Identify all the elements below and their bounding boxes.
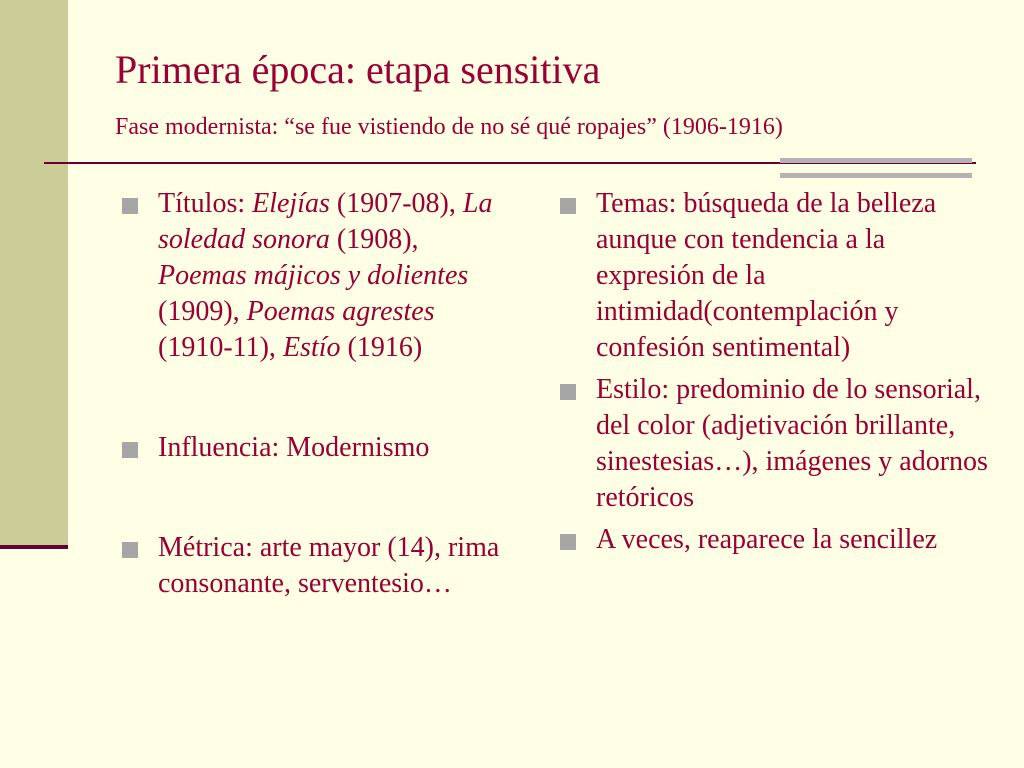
left-column [122,186,512,602]
slide-subtitle: Fase modernista: “se fue vistiendo de no sé qué ropajes” (1906-1916) [115,114,783,140]
titulos-year-1: (1907-08), [329,188,463,219]
title-divider-accent-top [780,158,972,163]
bullet-temas [560,186,990,366]
square-bullet-icon [560,384,576,400]
temas-text: Temas: búsqueda de la belleza aunque con tendencia a la expresión de la intimidad(contemplación y confesión sentimental) [596,188,937,363]
titulos-year-4: (1910-11), [158,332,283,363]
titulos-label: Títulos: [158,188,253,219]
metrica-text: Métrica: arte mayor (14), rima consonante, serventesio… [158,532,500,599]
bullet-metrica [122,530,512,602]
sencillez-text: A veces, reaparece la sencillez [596,524,938,555]
slide-title: Primera época: etapa sensitiva [115,47,601,92]
left-band-divider [0,545,68,549]
square-bullet-icon [122,542,138,558]
work-poemas-agrestes: Poemas agrestes [246,296,435,327]
bullet-estilo [560,372,990,516]
titulos-year-2: (1908), [329,224,419,255]
square-bullet-icon [560,534,576,550]
work-elejias: Elejías [252,188,330,219]
titulos-year-3: (1909), [158,296,247,327]
left-decorative-band [0,0,68,548]
bullet-sencillez [560,522,990,558]
bullet-titulos [122,186,512,366]
work-estio: Estío [282,332,341,363]
titulos-year-5: (1916) [340,332,423,363]
work-soledad-sonora: La soledad sonora [158,188,493,255]
square-bullet-icon [122,442,138,458]
influencia-text: Influencia: Modernismo [158,432,430,463]
estilo-text: Estilo: predominio de lo sensorial, del color (adjetivación brillante, sinestesias…), imágenes y adornos retóricos [596,374,988,513]
bullet-influencia [122,430,512,466]
work-poemas-majicos: Poemas májicos y dolientes [158,260,469,291]
square-bullet-icon [560,198,576,214]
square-bullet-icon [122,198,138,214]
title-divider-accent-bottom [780,173,972,178]
right-column [560,186,990,564]
